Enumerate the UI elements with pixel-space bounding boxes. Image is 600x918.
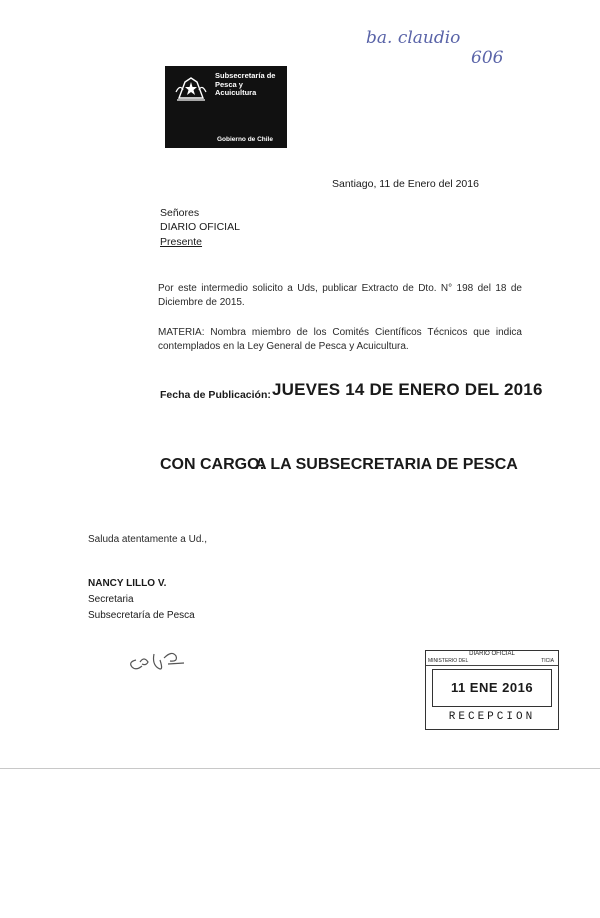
body-paragraph-1: Por este intermedio solicito a Uds, publicar Extracto de Dto. N° 198 del 18 de Diciembre de 2015. bbox=[158, 283, 522, 308]
stamp-date-box bbox=[432, 669, 552, 707]
stamp-date: 11 ENE 2016 bbox=[450, 680, 534, 695]
stamp-header: DIARIO OFICIAL bbox=[469, 651, 515, 657]
addressee-line1: Señores bbox=[160, 207, 200, 219]
cargo-label: CON CARGO: bbox=[160, 456, 265, 473]
reception-stamp bbox=[425, 650, 559, 730]
letterhead-logo bbox=[165, 66, 287, 148]
signature-office: Subsecretaría de Pesca bbox=[88, 610, 195, 621]
stamp-right-label: TICIA bbox=[541, 658, 554, 664]
handwritten-note-line1: ba. claudio bbox=[366, 28, 461, 48]
letterhead-title: Subsecretaría de Pesca y Acuicultura bbox=[215, 71, 276, 97]
addressee-line2: DIARIO OFICIAL bbox=[160, 221, 240, 233]
coat-of-arms-icon bbox=[171, 72, 211, 104]
publication-date: JUEVES 14 DE ENERO DEL 2016 bbox=[272, 380, 543, 399]
publication-label: Fecha de Publicación: bbox=[160, 389, 271, 401]
handwritten-note-line2: 606 bbox=[471, 48, 504, 68]
cargo-value: A LA SUBSECRETARIA DE PESCA bbox=[255, 456, 518, 473]
signature-role: Secretaria bbox=[88, 594, 134, 605]
letterhead-footer: Gobierno de Chile bbox=[217, 136, 273, 143]
closing-line: Saluda atentamente a Ud., bbox=[88, 534, 207, 545]
addressee-line3: Presente bbox=[160, 236, 203, 248]
body-paragraph-2: MATERIA: Nombra miembro de los Comités Científicos Técnicos que indica contemplados en la Ley General de Pesca y Acuicultura. bbox=[158, 327, 522, 352]
stamp-left-label: MINISTERIO DEL bbox=[428, 658, 469, 664]
stamp-header-area bbox=[426, 651, 558, 666]
handwritten-note bbox=[366, 28, 536, 68]
page-divider bbox=[0, 768, 600, 769]
stamp-footer: RECEPCION bbox=[448, 711, 536, 723]
handwritten-initials bbox=[124, 644, 190, 674]
date-line: Santiago, 11 de Enero del 2016 bbox=[332, 178, 479, 190]
signature-name: NANCY LILLO V. bbox=[88, 578, 167, 589]
